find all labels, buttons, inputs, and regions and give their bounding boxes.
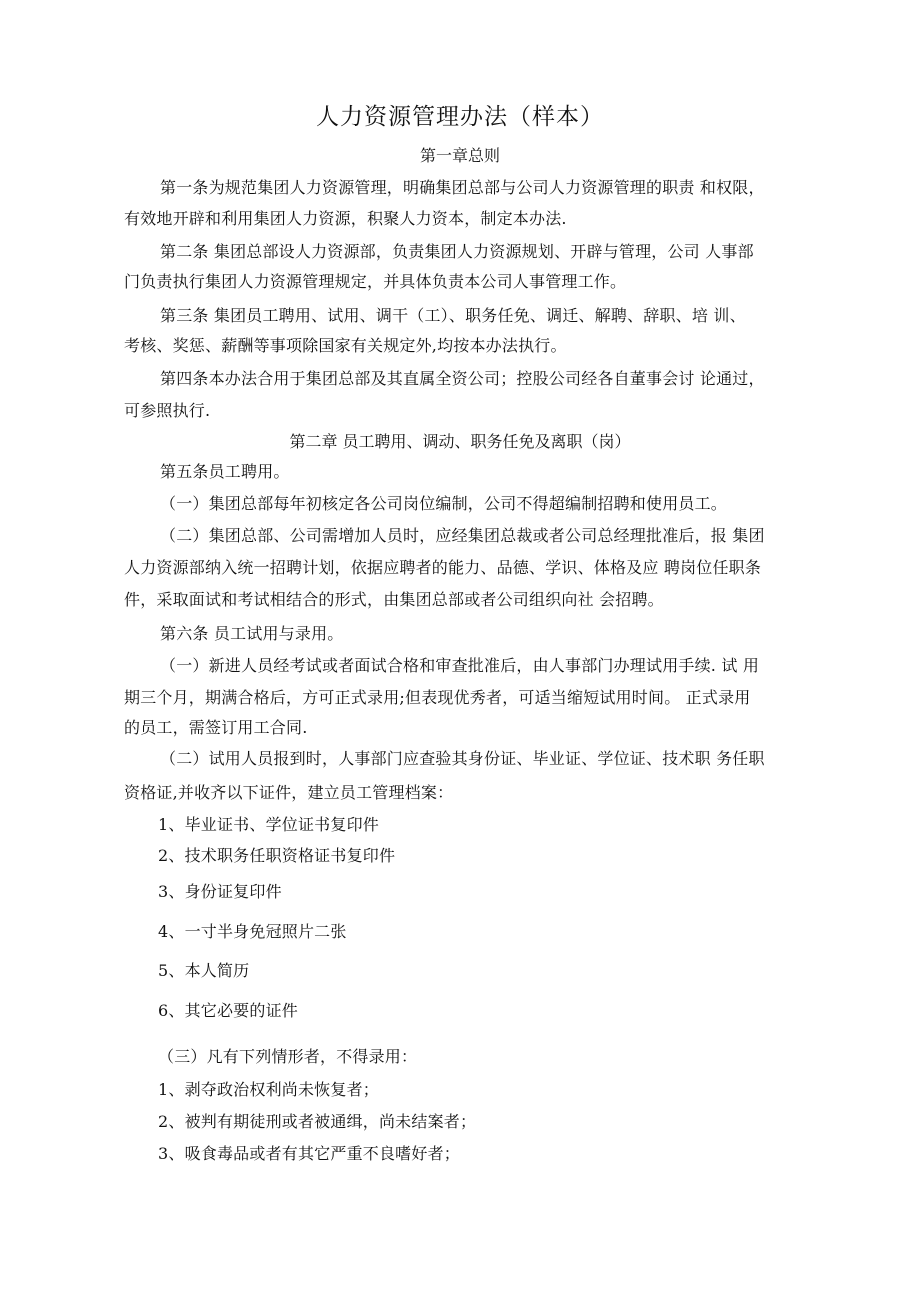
doc-list-item: 5、本人简历	[158, 961, 250, 980]
article-5-clause-2-line-1: （二）集团总部、公司需增加人员时，应经集团总裁或者公司总经理批准后，报 集团	[160, 526, 765, 545]
doc-list-item: 6、其它必要的证件	[158, 1001, 298, 1020]
article-1-line-2: 有效地开辟和利用集团人力资源，积聚人力资本，制定本办法.	[124, 209, 567, 228]
article-6-clause-3: （三）凡有下列情形者，不得录用：	[158, 1047, 418, 1066]
doc-list-item: 1、毕业证书、学位证书复印件	[158, 815, 379, 834]
article-3-line-1: 第三条 集团员工聘用、试用、调干（工）、职务任免、调迁、解聘、辞职、培 训、	[160, 306, 746, 325]
chapter-1-heading: 第一章总则	[419, 146, 500, 165]
article-5-clause-2-line-2: 人力资源部纳入统一招聘计划，依据应聘者的能力、品德、学识、体格及应 聘岗位任职条	[124, 558, 762, 577]
article-6-clause-2-line-2: 资格证,并收齐以下证件，建立员工管理档案：	[124, 783, 454, 802]
exclusion-item: 2、被判有期徒刑或者被通缉，尚未结案者；	[158, 1112, 477, 1131]
article-3-line-2: 考核、奖惩、薪酬等事项除国家有关规定外,均按本办法执行。	[124, 336, 567, 355]
article-4-line-1: 第四条本办法合用于集团总部及其直属全资公司；控股公司经各自董事会讨 论通过，	[160, 369, 765, 388]
exclusion-item: 1、剥夺政治权利尚未恢复者；	[158, 1080, 379, 1099]
article-2-line-1: 第二条 集团总部设人力资源部，负责集团人力资源规划、开辟与管理，公司 人事部	[160, 242, 754, 261]
article-5-clause-1: （一）集团总部每年初核定各公司岗位编制，公司不得超编制招聘和使用员工。	[160, 494, 728, 513]
article-6-heading: 第六条 员工试用与录用。	[160, 624, 344, 643]
doc-list-item: 4、一寸半身免冠照片二张	[158, 922, 347, 941]
doc-list-item: 2、技术职务任职资格证书复印件	[158, 846, 396, 865]
document-title: 人力资源管理办法（样本）	[316, 104, 604, 130]
article-2-line-2: 门负责执行集团人力资源管理规定，并具体负责本公司人事管理工作。	[124, 272, 627, 291]
article-6-clause-1-line-1: （一）新进人员经考试或者面试合格和审查批准后，由人事部门办理试用手续. 试 用	[160, 656, 760, 675]
article-5-heading: 第五条员工聘用。	[160, 462, 290, 481]
doc-list-item: 3、身份证复印件	[158, 882, 282, 901]
article-6-clause-2-line-1: （二）试用人员报到时，人事部门应查验其身份证、毕业证、学位证、技术职 务任职	[160, 749, 765, 768]
article-4-line-2: 可参照执行.	[124, 401, 211, 420]
article-1-line-1: 第一条为规范集团人力资源管理，明确集团总部与公司人力资源管理的职责 和权限，	[160, 178, 765, 197]
exclusion-item: 3、吸食毒品或者有其它严重不良嗜好者；	[158, 1144, 460, 1163]
article-6-clause-1-line-2: 期三个月，期满合格后，方可正式录用;但表现优秀者，可适当缩短试用时间。 正式录用	[124, 688, 751, 707]
article-6-clause-1-line-3: 的员工，需签订用工合同.	[124, 718, 308, 737]
article-5-clause-2-line-3: 件，采取面试和考试相结合的形式，由集团总部或者公司组织向社 会招聘。	[124, 590, 664, 609]
chapter-2-heading: 第二章 员工聘用、调动、职务任免及离职（岗）	[289, 432, 631, 451]
